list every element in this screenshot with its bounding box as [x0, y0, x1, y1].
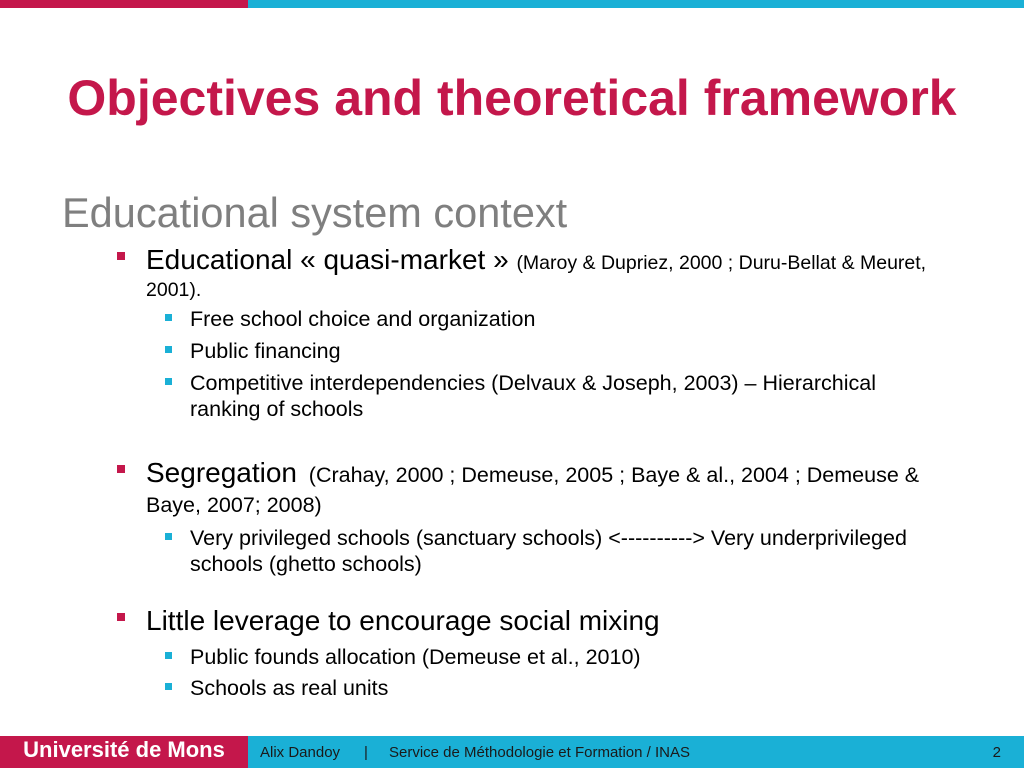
square-bullet-icon	[165, 533, 172, 540]
slide-title: Objectives and theoretical framework	[67, 70, 957, 126]
square-bullet-icon	[165, 346, 172, 353]
sub-bullet-item	[190, 675, 935, 701]
square-bullet-icon	[165, 683, 172, 690]
sub-bullet-item	[190, 370, 935, 422]
square-bullet-icon	[165, 314, 172, 321]
sub-bullet-text: Public founds allocation (Demeuse et al., 2010)	[190, 645, 641, 669]
sub-bullet-text: Very privileged schools (sanctuary schools) <----------> Very underprivileged schools (ghetto schools)	[190, 526, 907, 576]
sub-bullet-item	[190, 306, 935, 332]
square-bullet-icon	[117, 613, 125, 621]
section-heading: Educational system context	[62, 189, 568, 236]
top-accent-bar-cyan	[248, 0, 1024, 8]
top-accent-bar-red	[0, 0, 248, 8]
bullet-text: Educational « quasi-market »	[146, 244, 509, 275]
square-bullet-icon	[117, 465, 125, 473]
page-number: 2	[992, 744, 1001, 761]
bullet-citation: (Maroy & Dupriez, 2000 ; Duru-Bellat & Meuret, 2001).	[146, 252, 927, 301]
square-bullet-icon	[165, 378, 172, 385]
sub-bullet-item	[190, 338, 935, 364]
square-bullet-icon	[165, 652, 172, 659]
square-bullet-icon	[117, 252, 125, 260]
department-name: Service de Méthodologie et Formation / INAS	[389, 744, 690, 761]
bullet-text: Little leverage to encourage social mixing	[146, 605, 660, 636]
author-name: Alix Dandoy	[260, 744, 341, 761]
bullet-item-social-mixing	[146, 606, 955, 636]
sub-bullet-text: Public financing	[190, 339, 341, 363]
institution-label: Université de Mons	[23, 737, 225, 762]
footer-separator: |	[364, 744, 368, 761]
sub-bullet-item	[190, 525, 935, 577]
bullet-item-quasi-market	[146, 244, 955, 301]
bullet-item-segregation	[146, 458, 955, 518]
sub-bullet-text: Free school choice and organization	[190, 307, 536, 331]
bullet-text: Segregation	[146, 457, 298, 488]
sub-bullet-text: Schools as real units	[190, 676, 389, 700]
sub-bullet-text: Competitive interdependencies (Delvaux & Joseph, 2003) – Hierarchical ranking of schools	[190, 371, 876, 421]
bullet-citation: (Crahay, 2000 ; Demeuse, 2005 ; Baye & al., 2004 ; Demeuse & Baye, 2007; 2008)	[146, 463, 920, 517]
sub-bullet-item	[190, 644, 935, 670]
